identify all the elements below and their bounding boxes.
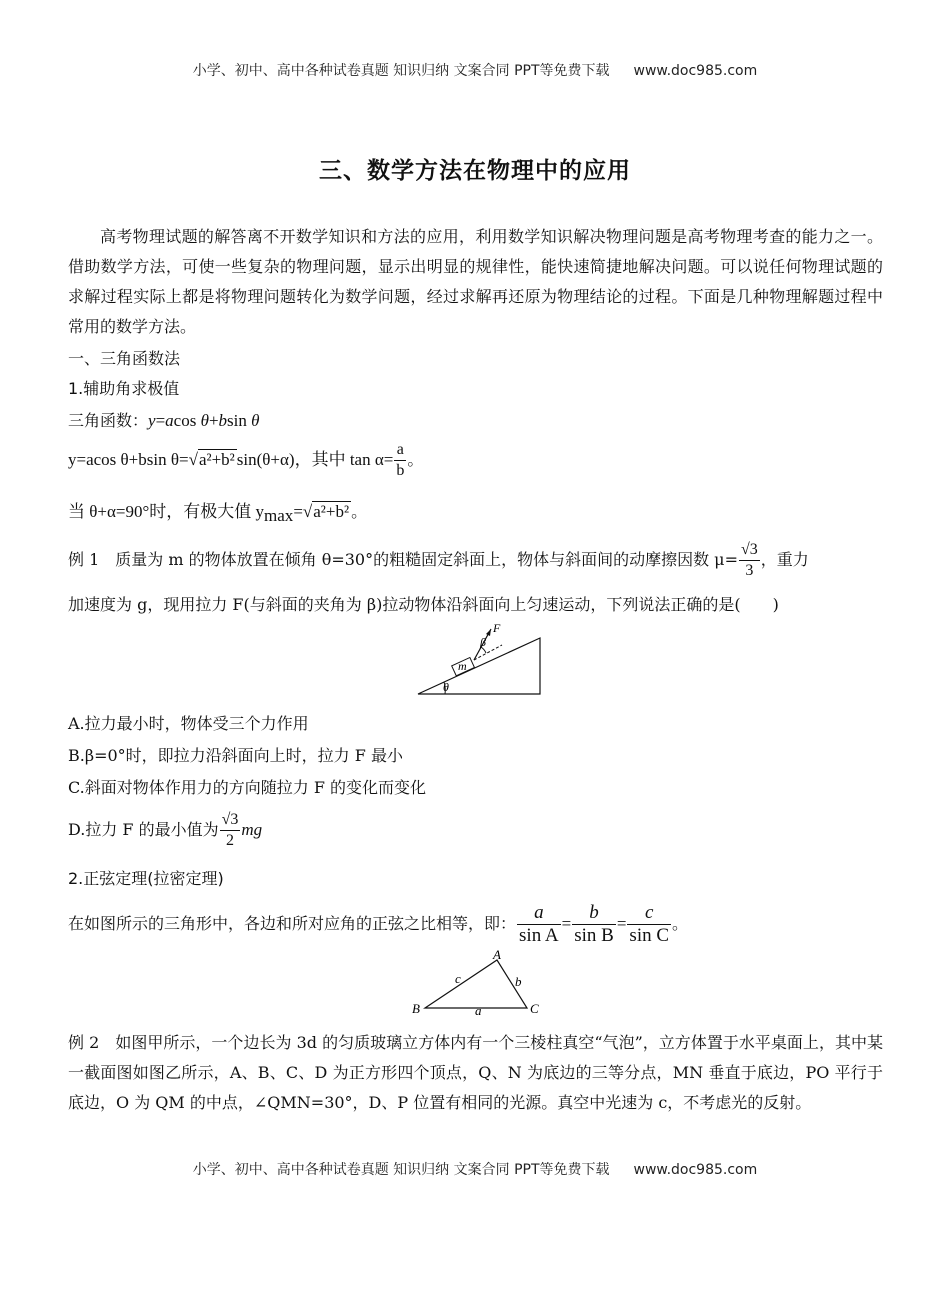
label-m: m: [458, 659, 467, 673]
label-beta: β: [480, 635, 486, 649]
label-theta: θ: [443, 680, 449, 694]
incline-figure: [410, 618, 550, 700]
label-F: F: [493, 621, 501, 635]
sqrt-expression-max: √a²+b²: [302, 502, 350, 521]
label-side-a: a: [475, 1003, 482, 1018]
label-vertex-A: A: [493, 947, 501, 962]
example1-line2: 加速度为 g，现用拉力 F(与斜面的夹角为 β)拉动物体沿斜面向上匀速运动，下列说法正确的是( ): [68, 595, 779, 614]
fraction-sqrt3-over-2: $\frac{√3}{2}$: [221, 811, 239, 849]
page-footer: [0, 1159, 950, 1179]
fraction-c-sinC: $\frac{c}{\text{sin C}}$: [629, 902, 670, 946]
section-heading-trig: 一、三角函数法: [68, 349, 181, 368]
force-F-arrowhead: [486, 629, 491, 636]
formula-trig-function: 三角函数：y=acos θ+bsin θ: [68, 411, 260, 430]
subheading-auxiliary-angle: 1.辅助角求极值: [68, 379, 180, 398]
sine-rule-line: 在如图所示的三角形中，各边和所对应角的正弦之比相等，即： $\frac{a}{\text{sin A}}$ = $\frac{b}{\text{sin B}}$ = $\frac{c}{\text{sin C}}$ 。: [68, 902, 689, 946]
formula-auxiliary-angle: y=acos θ+bsin θ=√a²+b² sin(θ+α)，其中 tan α= $\frac{a}{b}$ 。: [68, 441, 424, 479]
page-title: 三、数学方法在物理中的应用: [319, 158, 631, 184]
example1-line1: 例 1 质量为 m 的物体放置在倾角 θ=30°的粗糙固定斜面上，物体与斜面间的动摩擦因数 μ= $\frac{√3}{3}$ ，重力: [68, 541, 809, 579]
triangle-figure: [405, 946, 555, 1018]
sqrt-expression: √a²+b²: [188, 450, 235, 469]
option-D: D.拉力 F 的最小值为 $\frac{√3}{2}$ mg: [68, 811, 263, 849]
example2-paragraph: 例 2 如图甲所示，一个边长为 3d 的匀质玻璃立方体内有一个三棱柱真空“气泡”，立方体置于水平桌面上，其中某一截面图如图乙所示，A、B、C、D 为正方形四个顶点，Q、N 为底边的三等分点，MN 垂直于底边，PO 平行于底边，O 为 QM 的中点，∠QMN=30°，D、P 位置有相同的光源。真空中光速为 c，不考虑光的反射。: [68, 1033, 883, 1112]
fraction-a-sinA: $\frac{a}{\text{sin A}}$: [519, 902, 559, 946]
label-vertex-C: C: [530, 1001, 539, 1016]
footer-text: 小学、初中、高中各种试卷真题 知识归纳 文案合同 PPT等免费下载: [192, 1162, 610, 1178]
label-side-b: b: [515, 974, 522, 989]
incline-triangle: [418, 638, 540, 694]
option-C: C.斜面对物体作用力的方向随拉力 F 的变化而变化: [68, 778, 427, 797]
label-side-c: c: [455, 971, 461, 986]
label-vertex-B: B: [412, 1001, 420, 1016]
header-site-link[interactable]: www.doc985.com: [633, 63, 758, 79]
triangle-ABC: [425, 960, 527, 1008]
option-A: A.拉力最小时，物体受三个力作用: [68, 714, 309, 733]
fraction-mu: $\frac{√3}{3}$: [741, 541, 758, 579]
fraction-a-over-b: $\frac{a}{b}$: [396, 441, 405, 479]
fraction-b-sinB: $\frac{b}{\text{sin B}}$: [574, 902, 614, 946]
intro-paragraph: 高考物理试题的解答离不开数学知识和方法的应用，利用数学知识解决物理问题是高考物理考查的能力之一。借助数学方法，可使一些复杂的物理问题，显示出明显的规律性，能快速简捷地解决问题。可以说任何物理试题的求解过程实际上都是将物理问题转化为数学问题，经过求解再还原为物理结论的过程。下面是几种物理解题过程中常用的数学方法。: [68, 227, 883, 336]
option-B: B.β=0°时，即拉力沿斜面向上时，拉力 F 最小: [68, 746, 403, 765]
page-header: [0, 60, 950, 80]
formula-maximum: 当 θ+α=90°时，有极大值 $y_{max}=√a^2+b^2$ 。: [68, 502, 368, 526]
subheading-sine-rule: 2.正弦定理(拉密定理): [68, 869, 224, 888]
header-text: 小学、初中、高中各种试卷真题 知识归纳 文案合同 PPT等免费下载: [192, 63, 610, 79]
footer-site-link[interactable]: www.doc985.com: [633, 1162, 758, 1178]
